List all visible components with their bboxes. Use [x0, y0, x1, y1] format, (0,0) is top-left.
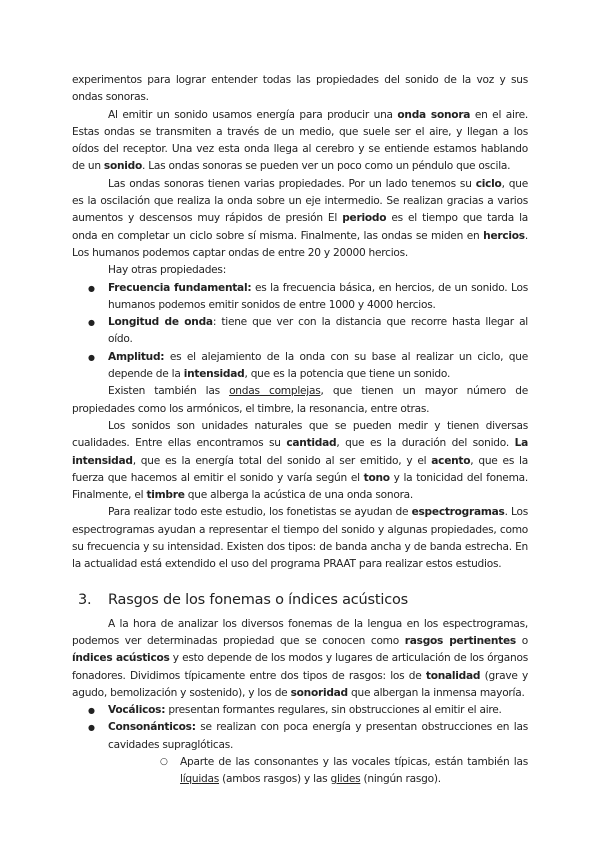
text-run: experimentos para lograr entender todas las propiedades del sonido de la voz y sus ondas sonoras. [72, 74, 528, 104]
text-run: en el aire. Estas ondas se transmiten a través de un medio, que suele ser el aire, y llegan a los oídos del receptor. Una vez esta onda llega al cerebro y se entiende estamos hablando de un [72, 108, 528, 173]
text-run: , que es la fuerza que hacemos al emitir el sonido y varía según el [72, 454, 528, 484]
text-run: que albergan la inmensa mayoría. [347, 686, 525, 699]
list-item [72, 719, 528, 788]
term-sonido: sonido [103, 160, 143, 173]
paragraph-cualidades [72, 418, 528, 504]
text-run: Las ondas sonoras tienen varias propiedades. Por un lado tenemos su [108, 177, 476, 190]
paragraph-intro-continuation [72, 72, 528, 107]
text-run: , que tienen un mayor número de propiedades como los armónicos, el timbre, la resonancia, entre otras. [72, 385, 528, 415]
paragraph-rasgos [72, 616, 528, 702]
text-run: . Los espectrogramas ayudan a representar el tiempo del sonido y algunas propiedades, como su frecuencia y su intensidad. Existen dos tipos: de banda ancha y de banda estrecha. En la actualidad está extendido el uso del programa PRAAT para realizar estos estudios. [72, 506, 528, 571]
term-espectrogramas: espectrogramas [411, 506, 505, 519]
text-run: (ningún rasgo). [360, 773, 441, 786]
text-run: es la frecuencia básica, en hercios, de un sonido. Los humanos podemos emitir sonidos de entre 1000 y 4000 hercios. [108, 281, 528, 311]
term-tono: tono [363, 471, 390, 484]
term-onda-sonora: onda sonora [397, 108, 471, 121]
list-item [108, 754, 528, 789]
term-ciclo: ciclo [475, 177, 502, 190]
sub-bullet-list [108, 754, 528, 789]
term-frecuencia-fundamental: Frecuencia fundamental: [108, 281, 252, 294]
text-run: Los sonidos son unidades naturales que se pueden medir y tienen diversas cualidades. Entre ellas encontramos su [72, 419, 528, 450]
term-acento: acento [431, 454, 471, 467]
text-run: (grave y agudo, bemolización y sostenido), y los de [72, 669, 529, 699]
term-tonalidad: tonalidad [425, 669, 481, 682]
text-run: , que es la duración del sonido. [336, 437, 515, 450]
text-run: se realizan con poca energía y presentan obstrucciones en las cavidades supraglóticas. [108, 721, 528, 751]
term-cantidad: cantidad [286, 437, 337, 450]
term-timbre: timbre [146, 489, 185, 502]
text-run: es el tiempo que tarda la onda en completar un ciclo sobre sí misma. Finalmente, las ondas se miden en [72, 212, 529, 242]
text-run: , que es la oscilación que realiza la onda sobre un eje intermedio. Se realizan gracias a varios aumentos y descensos muy rápidos de presión El [72, 177, 528, 225]
text-run: A la hora de analizar los diversos fonemas de la lengua en los espectrogramas, podemos ver determinadas propiedad que se conocen como [72, 617, 528, 647]
list-item [72, 280, 528, 315]
section-heading [72, 590, 528, 610]
bullet-list-rasgos [72, 702, 528, 788]
text-run: , que es la energía total del sonido al ser emitido, y el [132, 454, 432, 467]
term-indices-acusticos: índices acústicos [72, 652, 170, 665]
term-intensidad: La intensidad [72, 437, 528, 467]
text-run: . Los humanos podemos captar ondas de entre 20 y 20000 hercios. [72, 229, 528, 259]
term-hercios: hercios [483, 229, 525, 242]
section-number: 3. [78, 591, 92, 608]
bullet-list-propiedades [72, 280, 528, 384]
link-glides[interactable]: glides [330, 773, 361, 786]
term-amplitud: Amplitud: [108, 350, 165, 363]
text-run: presentan formantes regulares, sin obstrucciones al emitir el aire. [165, 704, 502, 717]
list-item [72, 702, 528, 719]
text-run: , que es la potencia que tiene un sonido. [244, 368, 451, 381]
text-run: es el alejamiento de la onda con su base al realizar un ciclo, que depende de la [108, 350, 528, 381]
term-intensidad: intensidad [183, 368, 245, 381]
text-run: Hay otras propiedades: [108, 264, 227, 277]
section-title: Rasgos de los fonemas o índices acústicos [108, 591, 408, 608]
paragraph-otras-propiedades [72, 262, 528, 279]
list-item [72, 349, 528, 384]
text-run: : tiene que ver con la distancia que recorre hasta llegar al oído. [108, 316, 528, 346]
document-body [72, 72, 528, 789]
term-consonanticos: Consonánticos: [108, 721, 196, 734]
link-liquidas[interactable]: líquidas [180, 773, 220, 786]
list-item [72, 314, 528, 349]
link-ondas-complejas[interactable]: ondas complejas [229, 385, 321, 398]
term-rasgos-pertinentes: rasgos pertinentes [404, 634, 516, 647]
text-run: Al emitir un sonido usamos energía para producir una [108, 108, 398, 121]
paragraph-onda-sonora [72, 107, 528, 176]
text-run: Para realizar todo este estudio, los fonetistas se ayudan de [108, 506, 412, 519]
term-sonoridad: sonoridad [290, 686, 348, 699]
term-periodo: periodo [342, 212, 387, 225]
text-run: que alberga la acústica de una onda sonora. [184, 489, 414, 502]
text-run: y la tonicidad del fonema. Finalmente, el [72, 471, 528, 502]
paragraph-espectrogramas [72, 504, 528, 573]
term-longitud-de-onda: Longitud de onda [108, 316, 213, 329]
text-run: Existen también las [108, 385, 230, 398]
text-run: o [515, 634, 528, 647]
text-run: y esto depende de los modos y lugares de articulación de los órganos fonadores. Dividimos típicamente entre dos tipos de rasgos: los de [72, 652, 528, 682]
text-run: (ambos rasgos) y las [219, 773, 331, 786]
term-vocalicos: Vocálicos: [108, 704, 166, 717]
text-run: Aparte de las consonantes y las vocales típicas, están también las [180, 755, 528, 768]
paragraph-propiedades [72, 176, 528, 262]
text-run: . Las ondas sonoras se pueden ver un poco como un péndulo que oscila. [142, 160, 511, 173]
paragraph-ondas-complejas [72, 383, 528, 418]
